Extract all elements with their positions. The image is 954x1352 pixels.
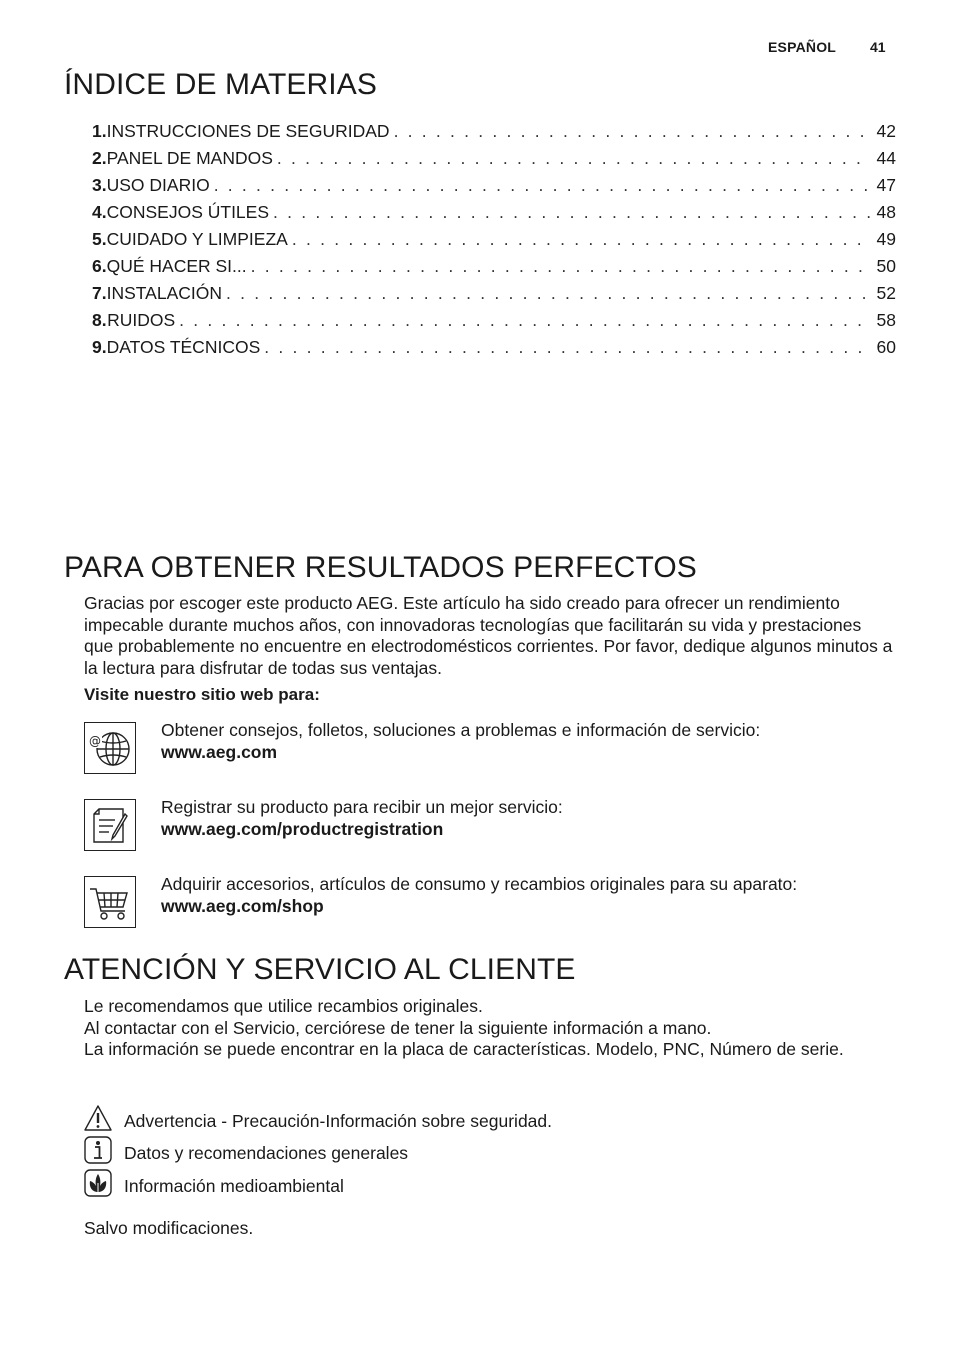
svg-text:@: @ [89, 734, 101, 748]
toc-item[interactable] [92, 337, 896, 364]
toc-dot-leader [264, 337, 870, 358]
toc-item-label: QUÉ HACER SI... [106, 256, 247, 276]
legend-text: Datos y recomendaciones generales [124, 1143, 409, 1163]
toc-item-label: USO DIARIO [106, 175, 210, 195]
toc-item[interactable] [92, 310, 896, 337]
toc-item-number: 4. [92, 202, 107, 222]
service-line: Le recomendamos que utilice recambios originales. [84, 996, 483, 1016]
toc-item-number: 7. [92, 283, 107, 303]
service-line: Al contactar con el Servicio, cerciórese de tener la siguiente información a mano. [84, 1017, 712, 1038]
toc-dot-leader [273, 202, 871, 223]
footer-note: Salvo modificaciones. [84, 1218, 254, 1238]
toc-item[interactable] [92, 175, 896, 202]
legend-text: Información medioambiental [124, 1176, 344, 1196]
legend-item [84, 1136, 784, 1164]
service-line: La información se puede encontrar en la placa de características. Modelo, PNC, Número de serie. [84, 1039, 844, 1059]
toc-item-number: 6. [92, 256, 107, 276]
toc-dot-leader [226, 283, 871, 304]
toc-item-page: 60 [876, 337, 896, 357]
toc-item-number: 9. [92, 337, 107, 357]
legend-item [84, 1104, 784, 1132]
toc-item-page: 44 [876, 148, 896, 168]
toc-title: ÍNDICE DE MATERIAS [64, 68, 377, 101]
web-resource-item [84, 799, 894, 855]
toc-dot-leader [394, 121, 871, 142]
toc-item-label: CONSEJOS ÚTILES [106, 202, 270, 222]
web-resource-item [84, 722, 894, 778]
shop-link[interactable]: www.aeg.com/shop [161, 895, 324, 916]
toc-item-label: INSTRUCCIONES DE SEGURIDAD [106, 121, 390, 141]
toc-item[interactable] [92, 283, 896, 310]
info-icon [84, 1136, 112, 1164]
warning-icon [84, 1104, 112, 1132]
toc-item-page: 49 [876, 229, 896, 249]
toc-item[interactable] [92, 202, 896, 229]
web-resource-text: Registrar su producto para recibir un mejor servicio: [161, 797, 563, 817]
toc-item-number: 1. [92, 121, 107, 141]
legend-item [84, 1169, 784, 1197]
aeg-website-link[interactable]: www.aeg.com [161, 741, 278, 762]
web-resource-text: Obtener consejos, folletos, soluciones a problemas e información de servicio: [161, 720, 761, 740]
toc-dot-leader [251, 256, 871, 277]
visit-website-label: Visite nuestro sitio web para: [84, 685, 320, 704]
toc-dot-leader [179, 310, 870, 331]
web-resource-item [84, 876, 894, 932]
product-registration-link[interactable]: www.aeg.com/productregistration [161, 818, 444, 839]
toc-item-number: 8. [92, 310, 107, 330]
toc-item-number: 3. [92, 175, 107, 195]
toc-dot-leader [292, 229, 871, 250]
results-intro-paragraph: Gracias por escoger este producto AEG. Este artículo ha sido creado para ofrecer un rendimiento impecable durante muchos años, con innovadoras tecnologías que facilitarán su vida y prestaciones que probablemente no encuentre en electrodomésticos corrientes. Por favor, dedique algunos minutos a la lectura para disfrutar de todas sus ventajas. [84, 593, 893, 678]
legend-text: Advertencia - Precaución-Información sobre seguridad. [124, 1111, 552, 1131]
toc-item[interactable] [92, 121, 896, 148]
toc-item-label: CUIDADO Y LIMPIEZA [106, 229, 288, 249]
toc-dot-leader [277, 148, 871, 169]
header-language: ESPAÑOL [768, 39, 837, 55]
toc-item-number: 2. [92, 148, 107, 168]
table-of-contents [92, 121, 896, 364]
toc-item[interactable] [92, 229, 896, 256]
toc-item-label: RUIDOS [107, 310, 176, 330]
service-section-title: ATENCIÓN Y SERVICIO AL CLIENTE [64, 953, 576, 986]
toc-item[interactable] [92, 256, 896, 283]
toc-item-label: INSTALACIÓN [106, 283, 222, 303]
toc-item-page: 50 [876, 256, 896, 276]
toc-item-page: 47 [876, 175, 896, 195]
toc-dot-leader [214, 175, 871, 196]
toc-item-label: DATOS TÉCNICOS [106, 337, 261, 357]
toc-item-page: 52 [876, 283, 896, 303]
shopping-cart-icon [84, 876, 136, 928]
web-resource-text: Adquirir accesorios, artículos de consumo y recambios originales para su aparato: [161, 874, 798, 894]
toc-item-page: 58 [876, 310, 896, 330]
toc-item-label: PANEL DE MANDOS [106, 148, 273, 168]
results-section-title: PARA OBTENER RESULTADOS PERFECTOS [64, 551, 697, 584]
toc-item-page: 48 [876, 202, 896, 222]
toc-item[interactable] [92, 148, 896, 175]
document-pen-icon [84, 799, 136, 851]
toc-item-page: 42 [876, 121, 896, 141]
environment-icon [84, 1169, 112, 1197]
globe-at-icon [84, 722, 136, 774]
toc-item-number: 5. [92, 229, 107, 249]
service-paragraph [84, 996, 894, 1061]
header-page-number: 41 [870, 39, 886, 55]
